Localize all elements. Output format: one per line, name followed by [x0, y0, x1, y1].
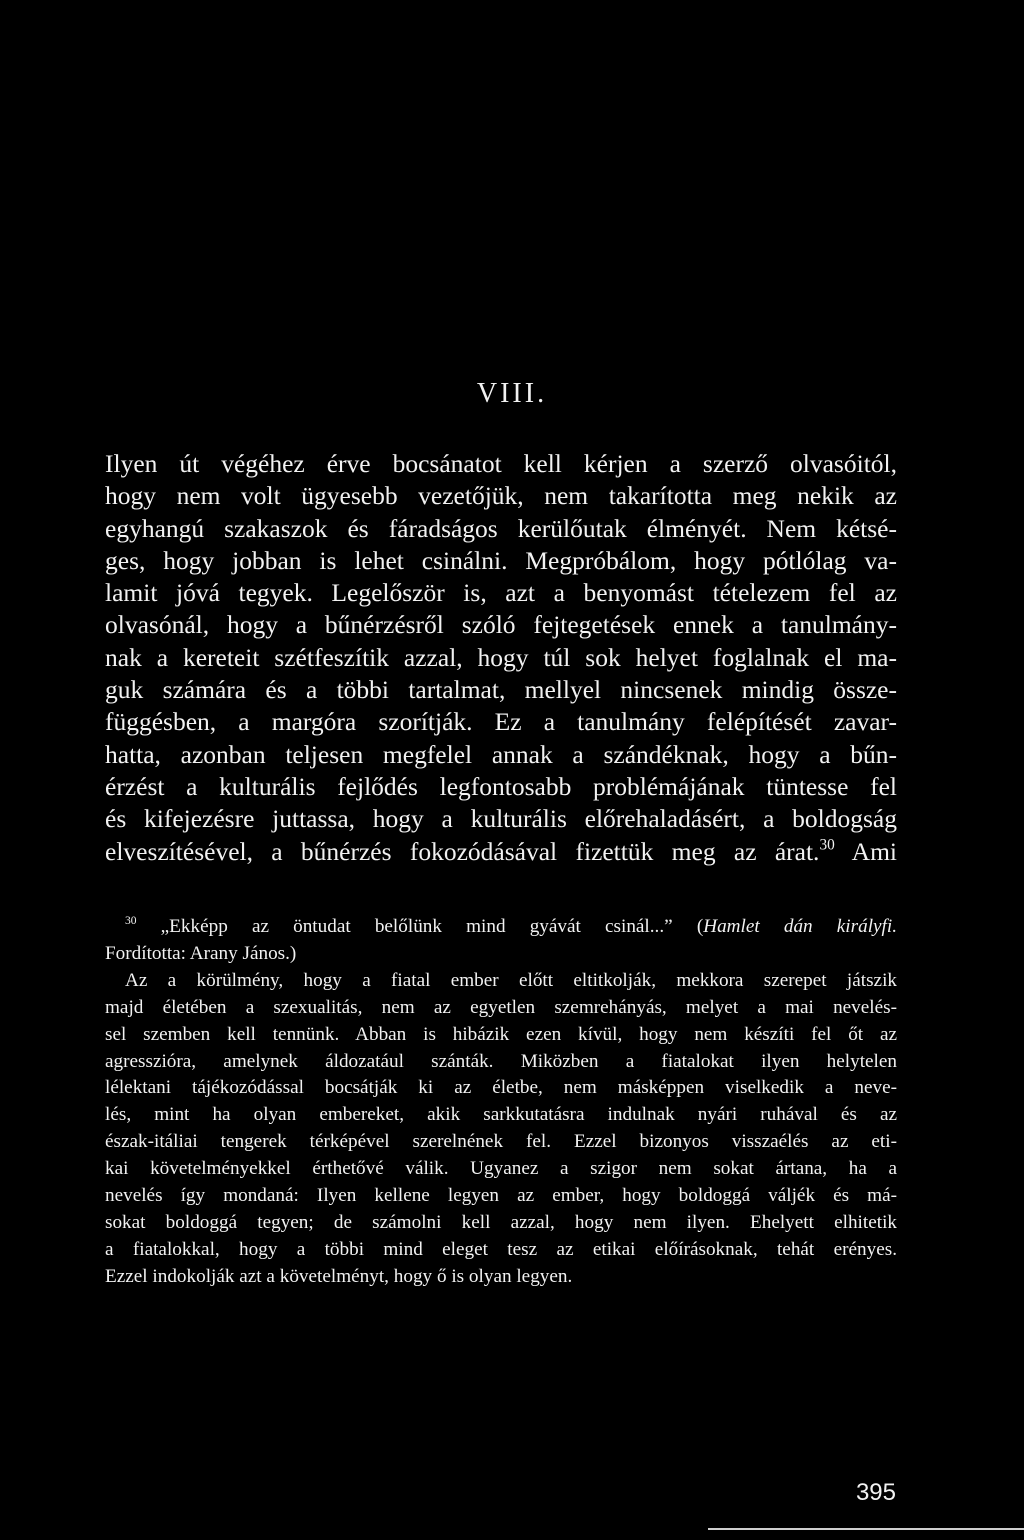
body-line-text: elveszítésével, a bűnérzés fokozódásával fizettük meg az árat.: [105, 836, 820, 866]
footnote-block: [105, 914, 897, 1291]
body-text: [105, 448, 897, 868]
footnote-line: lélektani tájékozódással bocsátják ki az életbe, nem másképpen viselkedik a neve-: [105, 1077, 897, 1099]
footnote-line: majd életében a szexualitás, nem az egyetlen szemrehányás, melyet a mai nevelés-: [105, 996, 897, 1018]
body-line: olvasónál, hogy a bűnérzésről szóló fejtegetések ennek a tanulmány-: [105, 610, 897, 640]
body-line: hogy nem volt ügyesebb vezetőjük, nem takarította meg nekik az: [105, 481, 897, 511]
body-line: egyhangú szakaszok és fáradságos kerülőutak élményét. Nem kétsé-: [105, 513, 897, 543]
footnote-reference: 30: [819, 835, 835, 853]
footnote-quote: „Ekképp az öntudat belőlünk mind gyávát csinál...” (: [136, 916, 704, 937]
bottom-rule: [708, 1528, 1024, 1530]
chapter-heading: VIII.: [476, 378, 548, 409]
footnote-line: a fiatalokkal, hogy a többi mind eleget tesz az etikai előírásoknak, tehát erényes.: [105, 1238, 897, 1260]
body-line: ges, hogy jobban is lehet csinálni. Megpróbálom, hogy pótlólag va-: [105, 545, 897, 575]
footnote-first-line: [105, 914, 897, 941]
body-line: nak a kereteit szétfeszítik azzal, hogy túl sok helyet foglalnak el ma-: [105, 642, 897, 672]
footnote-line: sel szemben kell tennünk. Abban is hibázik ezen kívül, hogy nem készíti fel őt az: [105, 1023, 897, 1045]
footnote-line: Ezzel indokolják azt a követelményt, hogy ő is olyan legyen.: [105, 1265, 573, 1287]
body-line: érzést a kulturális fejlődés legfontosabb problémájának tüntesse fel: [105, 771, 897, 801]
footnote-line: észak-itáliai tengerek térképével szerelnének fel. Ezzel bizonyos visszaélés az eti-: [105, 1131, 897, 1153]
footnote-source: Hamlet dán királyfi.: [703, 916, 897, 937]
footnote-number: 30: [125, 914, 137, 927]
body-line: és kifejezésre juttassa, hogy a kulturális előrehaladásért, a boldogság: [105, 804, 897, 834]
footnote-line: lés, mint ha olyan embereket, akik sarkkutatásra indulnak nyári ruhával és az: [105, 1104, 897, 1126]
body-line-continuation: Ami: [834, 836, 897, 866]
body-line-final: [105, 836, 897, 868]
footnote-line: Fordította: Arany János.): [105, 942, 297, 964]
footnote-line: Az a körülmény, hogy a fiatal ember előtt eltitkolják, mekkora szerepet játszik: [125, 969, 897, 991]
body-line: hatta, azonban teljesen megfelel annak a szándéknak, hogy a bűn-: [105, 739, 897, 769]
page-number: 395: [855, 1479, 896, 1506]
body-line: Ilyen út végéhez érve bocsánatot kell kérjen a szerző olvasóitól,: [105, 449, 897, 478]
footnote-line: agresszióra, amelynek áldozatául szánták. Miközben a fiatalokat ilyen helytelen: [105, 1050, 897, 1072]
footnote-line: sokat boldoggá tegyen; de számolni kell azzal, hogy nem ilyen. Ehelyett elhitetik: [105, 1211, 897, 1233]
footnote-line: nevelés így mondaná: Ilyen kellene legyen az ember, hogy boldoggá váljék és má-: [105, 1185, 897, 1207]
body-line: függésben, a margóra szorítják. Ez a tanulmány felépítését zavar-: [105, 707, 897, 737]
body-line: lamit jóvá tegyek. Legelőször is, azt a benyomást tételezem fel az: [105, 578, 897, 608]
body-line: guk számára és a többi tartalmat, mellyel nincsenek mindig össze-: [105, 675, 897, 705]
footnote-line: kai követelményekkel érthetővé válik. Ugyanez a szigor nem sokat ártana, ha a: [105, 1158, 897, 1180]
